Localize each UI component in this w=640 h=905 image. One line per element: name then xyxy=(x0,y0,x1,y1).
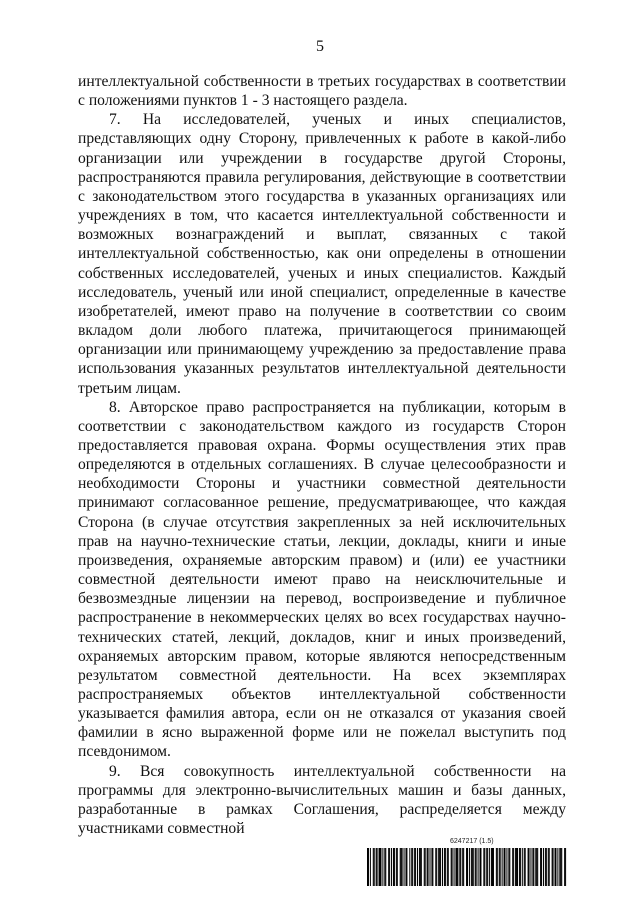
barcode-bar xyxy=(385,848,386,886)
barcode-bar xyxy=(417,848,418,886)
barcode-bar xyxy=(497,848,498,886)
barcode-bar xyxy=(425,848,426,886)
barcode-bar xyxy=(524,848,525,886)
barcode-bar xyxy=(472,848,473,886)
barcode-bar xyxy=(528,848,529,886)
barcode-bar xyxy=(409,848,410,886)
barcode-bar xyxy=(428,848,429,886)
barcode-bar xyxy=(448,848,449,886)
barcode-bar xyxy=(396,848,397,886)
barcode-bar xyxy=(517,848,518,886)
barcode-bar xyxy=(541,848,542,886)
barcode-bar xyxy=(512,848,513,886)
barcode-bar xyxy=(509,848,510,886)
barcode-bar xyxy=(438,848,439,886)
barcode-bar xyxy=(515,848,516,886)
barcode-bar xyxy=(404,848,405,886)
barcode-bar xyxy=(394,848,395,886)
barcode-bar xyxy=(484,848,485,886)
barcode-bar xyxy=(496,848,497,886)
barcode-bar xyxy=(370,848,371,886)
barcode-bar xyxy=(469,848,470,886)
barcode-bar xyxy=(536,848,537,886)
barcode-bar xyxy=(476,848,477,886)
barcode-bar xyxy=(419,848,420,886)
barcode-bar xyxy=(432,848,433,886)
paragraph-9: 9. Вся совокупность интеллектуальной собственности на программы для электронно-вычислительных машин и базы данных, разработанные в рамках Соглашения, распределяется между участниками совместной xyxy=(78,762,566,838)
barcode-bar xyxy=(400,848,401,886)
barcode-bar xyxy=(444,848,445,886)
barcode-bar xyxy=(424,848,425,886)
document-code: 6247217 (1.5) xyxy=(450,838,494,845)
barcode-bar xyxy=(522,848,523,886)
barcode-bar xyxy=(430,848,431,886)
barcode-bar xyxy=(506,848,507,886)
barcode-bar xyxy=(546,848,547,886)
barcode-bar xyxy=(504,848,505,886)
barcode-bar xyxy=(545,848,546,886)
barcode-bar xyxy=(513,848,514,886)
barcode-bar xyxy=(380,848,381,886)
barcode-bar xyxy=(549,848,550,886)
barcode-bar xyxy=(415,848,416,886)
barcode-bar xyxy=(491,848,492,886)
barcode-bar xyxy=(500,848,501,886)
barcode-bar xyxy=(412,848,413,886)
barcode-bar xyxy=(420,848,421,886)
barcode-bar xyxy=(462,848,463,886)
barcode-bar xyxy=(393,848,394,886)
barcode-bar xyxy=(397,848,398,886)
barcode-bar xyxy=(548,848,549,886)
barcode-bar xyxy=(502,848,503,886)
barcode-bar xyxy=(471,848,472,886)
barcode-bar xyxy=(459,848,460,886)
barcode-bar xyxy=(486,848,487,886)
barcode-bar xyxy=(480,848,481,886)
barcode-bar xyxy=(373,848,374,886)
barcode-bar xyxy=(431,848,432,886)
barcode-bar xyxy=(475,848,476,886)
barcode-bar xyxy=(388,848,389,886)
barcode-image xyxy=(367,848,567,886)
barcode-bar xyxy=(535,848,536,886)
barcode-bar xyxy=(447,848,448,886)
barcode-bar xyxy=(467,848,468,886)
barcode-bar xyxy=(543,848,544,886)
barcode-bar xyxy=(478,848,479,886)
barcode-bar xyxy=(454,848,455,886)
barcode-bar xyxy=(492,848,493,886)
barcode-bar xyxy=(480,848,481,886)
barcode-bar xyxy=(473,848,474,886)
barcode-bar xyxy=(445,848,446,886)
barcode-bar xyxy=(442,848,443,886)
barcode-bar xyxy=(466,848,467,886)
barcode-bar xyxy=(564,848,565,886)
barcode-bar xyxy=(561,848,562,886)
paragraph-continuation: интеллектуальной собственности в третьих государствах в соответствии с положениями пунктов 1 - 3 настоящего раздела. xyxy=(78,73,566,110)
barcode-bar xyxy=(560,848,561,886)
barcode-bar xyxy=(540,848,541,886)
barcode-bar xyxy=(493,848,494,886)
barcode-bar xyxy=(405,848,406,886)
document-body xyxy=(78,72,566,838)
barcode-bar xyxy=(519,848,520,886)
barcode-bar xyxy=(384,848,385,886)
barcode-bar xyxy=(559,848,560,886)
barcode-bar xyxy=(427,848,428,886)
barcode-bar xyxy=(499,848,500,886)
barcode-bar xyxy=(557,848,558,886)
barcode-bar xyxy=(530,848,531,886)
barcode-bar xyxy=(436,848,437,886)
barcode-bar xyxy=(451,848,452,886)
barcode-bar xyxy=(532,848,533,886)
barcode-bar xyxy=(537,848,538,886)
barcode-bar xyxy=(489,848,490,886)
barcode-bar xyxy=(379,848,380,886)
barcode-bar xyxy=(414,848,415,886)
barcode-bar xyxy=(516,848,517,886)
barcode-bar xyxy=(483,848,484,886)
barcode-bar xyxy=(435,848,436,886)
barcode-bar xyxy=(382,848,383,886)
barcode-bar xyxy=(533,848,534,886)
barcode-bar xyxy=(529,848,530,886)
barcode-bar xyxy=(402,848,403,886)
barcode-bar xyxy=(377,848,378,886)
barcode-bar xyxy=(389,848,390,886)
barcode-bar xyxy=(508,848,509,886)
barcode-bar xyxy=(452,848,453,886)
page-number: 5 xyxy=(316,38,324,55)
barcode-bar xyxy=(411,848,412,886)
barcode-bar xyxy=(457,848,458,886)
barcode-bar xyxy=(555,848,556,886)
barcode-bar xyxy=(463,848,464,886)
barcode-bar xyxy=(487,848,488,886)
barcode-bar xyxy=(440,848,441,886)
barcode-bar xyxy=(374,848,375,886)
barcode-bar xyxy=(552,848,553,886)
paragraph-8: 8. Авторское право распространяется на публикации, которым в соответствии с законодательством каждого из государств Сторон предоставляется правовая охрана. Формы осуществления этих прав определяются в отдельных соглашениях. В случае целесообразности и необходимости Стороны и участники совместной деятельности принимают согласованное решение, предусматривающее, что каждая Сторона (в случае отсутствия закрепленных за ней исключительных прав на научно-технические статьи, лекции, доклады, книги и иные произведения, охраняемые авторским правом) и (или) ее участники совместной деятельности имеют право на неисключительные и безвозмездные лицензии на перевод, воспроизведение и публичное распространение в некоммерческих целях во всех государствах научно-технических статей, лекций, докладов, книг и иных произведений, охраняемых авторским правом, которые являются непосредственным результатом совместной деятельности. На всех экземплярах распространяемых объектов интеллектуальной собственности указывается фамилия автора, если он не отказался от указания своей фамилии в ясно выраженной форме или не пожелал выступить под псевдонимом. xyxy=(78,398,566,761)
paragraph-7: 7. На исследователей, ученых и иных специалистов, представляющих одну Сторону, привлеченных к работе в какой-либо организации или учреждении в государстве другой Стороны, распространяются правила регулирования, действующие в соответствии с законодательством этого государства в указанных организациях или учреждениях в том, что касается интеллектуальной собственности и возможных вознаграждений и выплат, связанных с такой интеллектуальной собственностью, как они определены в отношении собственных исследователей, ученых и иных специалистов. Каждый исследователь, ученый или иной специалист, определенные в качестве изобретателей, имеют право на получение в соответствии со своим вкладом доли любого платежа, причитающегося принимающей организации или принимающему учреждению за предоставление права использования указанных результатов интеллектуальной деятельности третьим лицам. xyxy=(78,111,566,397)
barcode-bar xyxy=(368,848,369,886)
barcode-bar xyxy=(456,848,457,886)
barcode-bar xyxy=(376,848,377,886)
barcode-bar xyxy=(439,848,440,886)
barcode-bar xyxy=(455,848,456,886)
barcode-bar xyxy=(401,848,402,886)
barcode-bar xyxy=(391,848,392,886)
barcode-bar xyxy=(553,848,554,886)
barcode-bar xyxy=(505,848,506,886)
barcode-bar xyxy=(525,848,526,886)
barcode-bar xyxy=(555,848,556,886)
barcode-bar xyxy=(406,848,407,886)
barcode-bar xyxy=(421,848,422,886)
barcode-bar xyxy=(565,848,566,886)
barcode-bar xyxy=(367,848,368,886)
barcode-bar xyxy=(460,848,461,886)
barcode-bar xyxy=(380,848,381,886)
barcode-bar xyxy=(520,848,521,886)
